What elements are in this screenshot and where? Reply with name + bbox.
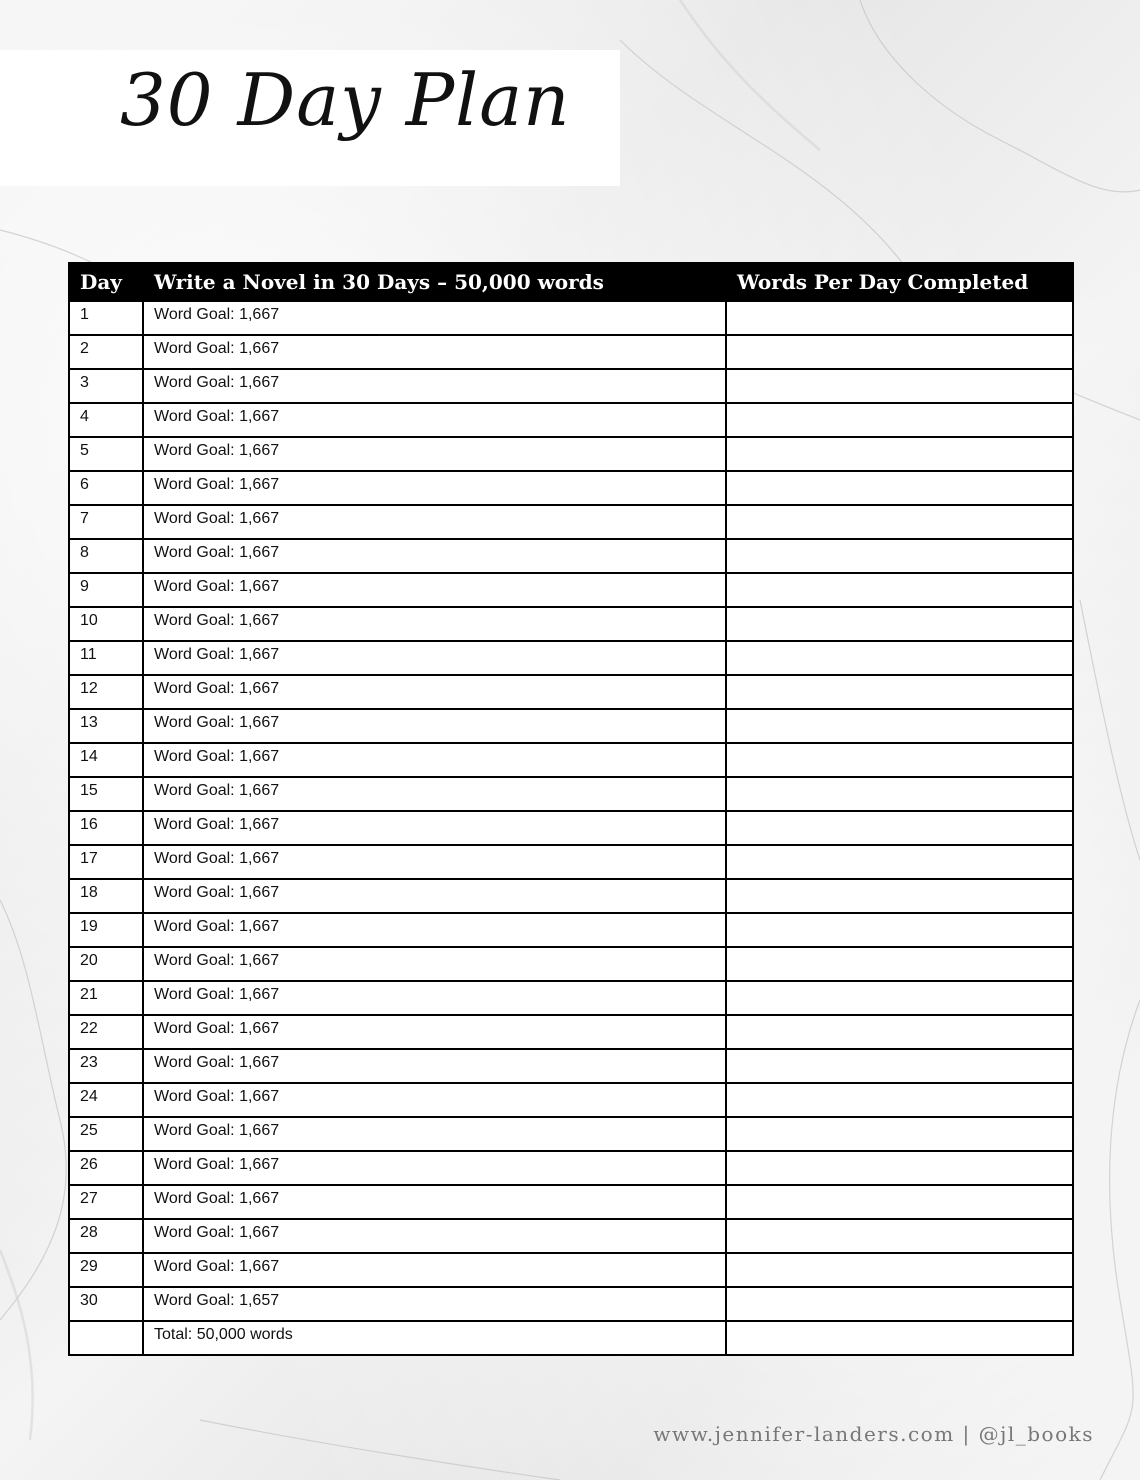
words-completed-cell[interactable] <box>726 1049 1073 1083</box>
plan-table <box>68 262 1074 1356</box>
words-completed-cell[interactable] <box>726 641 1073 675</box>
table-row <box>69 403 1073 437</box>
table-row <box>69 709 1073 743</box>
day-cell: 28 <box>69 1219 143 1253</box>
table-row <box>69 1253 1073 1287</box>
table-row <box>69 1049 1073 1083</box>
day-cell: 25 <box>69 1117 143 1151</box>
table-row <box>69 981 1073 1015</box>
words-completed-cell[interactable] <box>726 607 1073 641</box>
day-cell: 12 <box>69 675 143 709</box>
words-completed-cell[interactable] <box>726 1253 1073 1287</box>
words-completed-cell[interactable] <box>726 913 1073 947</box>
goal-cell: Word Goal: 1,667 <box>143 743 726 777</box>
goal-cell: Word Goal: 1,667 <box>143 1151 726 1185</box>
goal-cell: Word Goal: 1,667 <box>143 981 726 1015</box>
table-row <box>69 743 1073 777</box>
goal-cell: Word Goal: 1,667 <box>143 437 726 471</box>
day-cell: 14 <box>69 743 143 777</box>
table-row <box>69 675 1073 709</box>
words-completed-cell[interactable] <box>726 1287 1073 1321</box>
table-row <box>69 777 1073 811</box>
words-completed-cell[interactable] <box>726 709 1073 743</box>
table-row <box>69 607 1073 641</box>
day-cell: 16 <box>69 811 143 845</box>
header-completed: Words Per Day Completed <box>726 263 1073 301</box>
words-completed-cell[interactable] <box>726 1015 1073 1049</box>
day-cell: 1 <box>69 301 143 335</box>
words-completed-cell[interactable] <box>726 369 1073 403</box>
table-row <box>69 1287 1073 1321</box>
words-completed-cell[interactable] <box>726 1321 1073 1355</box>
words-completed-cell[interactable] <box>726 471 1073 505</box>
words-completed-cell[interactable] <box>726 437 1073 471</box>
words-completed-cell[interactable] <box>726 879 1073 913</box>
goal-cell: Word Goal: 1,667 <box>143 539 726 573</box>
words-completed-cell[interactable] <box>726 981 1073 1015</box>
goal-cell: Word Goal: 1,667 <box>143 471 726 505</box>
table-row <box>69 1151 1073 1185</box>
goal-cell: Word Goal: 1,667 <box>143 403 726 437</box>
day-cell: 5 <box>69 437 143 471</box>
goal-cell: Word Goal: 1,667 <box>143 607 726 641</box>
day-cell: 27 <box>69 1185 143 1219</box>
header-day: Day <box>69 263 143 301</box>
goal-cell: Word Goal: 1,667 <box>143 675 726 709</box>
table-row <box>69 641 1073 675</box>
table-row <box>69 879 1073 913</box>
day-cell: 9 <box>69 573 143 607</box>
words-completed-cell[interactable] <box>726 811 1073 845</box>
goal-cell: Word Goal: 1,667 <box>143 879 726 913</box>
words-completed-cell[interactable] <box>726 335 1073 369</box>
goal-cell: Word Goal: 1,667 <box>143 505 726 539</box>
goal-cell: Word Goal: 1,667 <box>143 335 726 369</box>
table-row <box>69 573 1073 607</box>
goal-cell: Word Goal: 1,667 <box>143 1049 726 1083</box>
day-cell: 26 <box>69 1151 143 1185</box>
goal-cell: Word Goal: 1,667 <box>143 1185 726 1219</box>
day-cell: 30 <box>69 1287 143 1321</box>
table-row <box>69 505 1073 539</box>
words-completed-cell[interactable] <box>726 505 1073 539</box>
words-completed-cell[interactable] <box>726 539 1073 573</box>
words-completed-cell[interactable] <box>726 1151 1073 1185</box>
goal-cell: Word Goal: 1,667 <box>143 1253 726 1287</box>
table-row <box>69 369 1073 403</box>
day-cell: 24 <box>69 1083 143 1117</box>
table-row <box>69 437 1073 471</box>
table-row <box>69 1219 1073 1253</box>
table-row <box>69 947 1073 981</box>
day-cell: 23 <box>69 1049 143 1083</box>
day-cell: 13 <box>69 709 143 743</box>
goal-cell: Word Goal: 1,667 <box>143 811 726 845</box>
day-cell: 8 <box>69 539 143 573</box>
words-completed-cell[interactable] <box>726 1083 1073 1117</box>
words-completed-cell[interactable] <box>726 743 1073 777</box>
table-row <box>69 1321 1073 1355</box>
table-row <box>69 1117 1073 1151</box>
day-cell: 29 <box>69 1253 143 1287</box>
goal-cell: Word Goal: 1,667 <box>143 947 726 981</box>
table-row <box>69 471 1073 505</box>
goal-cell: Word Goal: 1,667 <box>143 1015 726 1049</box>
day-cell: 7 <box>69 505 143 539</box>
words-completed-cell[interactable] <box>726 845 1073 879</box>
goal-cell: Word Goal: 1,667 <box>143 301 726 335</box>
goal-cell: Word Goal: 1,657 <box>143 1287 726 1321</box>
day-cell: 6 <box>69 471 143 505</box>
day-cell: 2 <box>69 335 143 369</box>
table-row <box>69 301 1073 335</box>
words-completed-cell[interactable] <box>726 675 1073 709</box>
words-completed-cell[interactable] <box>726 1219 1073 1253</box>
words-completed-cell[interactable] <box>726 1117 1073 1151</box>
table-row <box>69 539 1073 573</box>
words-completed-cell[interactable] <box>726 573 1073 607</box>
goal-cell: Word Goal: 1,667 <box>143 1117 726 1151</box>
words-completed-cell[interactable] <box>726 1185 1073 1219</box>
day-cell: 21 <box>69 981 143 1015</box>
day-cell: 18 <box>69 879 143 913</box>
goal-cell: Word Goal: 1,667 <box>143 641 726 675</box>
day-cell: 15 <box>69 777 143 811</box>
goal-cell: Word Goal: 1,667 <box>143 1219 726 1253</box>
table-row <box>69 913 1073 947</box>
day-cell: 4 <box>69 403 143 437</box>
header-goal: Write a Novel in 30 Days – 50,000 words <box>143 263 726 301</box>
words-completed-cell[interactable] <box>726 947 1073 981</box>
table-row <box>69 811 1073 845</box>
day-cell: 17 <box>69 845 143 879</box>
goal-cell: Word Goal: 1,667 <box>143 369 726 403</box>
goal-cell: Word Goal: 1,667 <box>143 573 726 607</box>
footer-credit: www.jennifer-landers.com | @jl_books <box>653 1422 1094 1446</box>
words-completed-cell[interactable] <box>726 777 1073 811</box>
goal-cell: Word Goal: 1,667 <box>143 777 726 811</box>
table-row <box>69 1015 1073 1049</box>
goal-cell: Word Goal: 1,667 <box>143 913 726 947</box>
day-cell: 19 <box>69 913 143 947</box>
table-row <box>69 1185 1073 1219</box>
day-cell: 11 <box>69 641 143 675</box>
page-title: 30 Day Plan <box>120 58 571 142</box>
table-header-row <box>69 263 1073 301</box>
goal-cell: Total: 50,000 words <box>143 1321 726 1355</box>
day-cell: 10 <box>69 607 143 641</box>
day-cell <box>69 1321 143 1355</box>
day-cell: 22 <box>69 1015 143 1049</box>
goal-cell: Word Goal: 1,667 <box>143 709 726 743</box>
words-completed-cell[interactable] <box>726 403 1073 437</box>
day-cell: 3 <box>69 369 143 403</box>
words-completed-cell[interactable] <box>726 301 1073 335</box>
table-row <box>69 1083 1073 1117</box>
goal-cell: Word Goal: 1,667 <box>143 845 726 879</box>
table-row <box>69 335 1073 369</box>
table-row <box>69 845 1073 879</box>
goal-cell: Word Goal: 1,667 <box>143 1083 726 1117</box>
day-cell: 20 <box>69 947 143 981</box>
